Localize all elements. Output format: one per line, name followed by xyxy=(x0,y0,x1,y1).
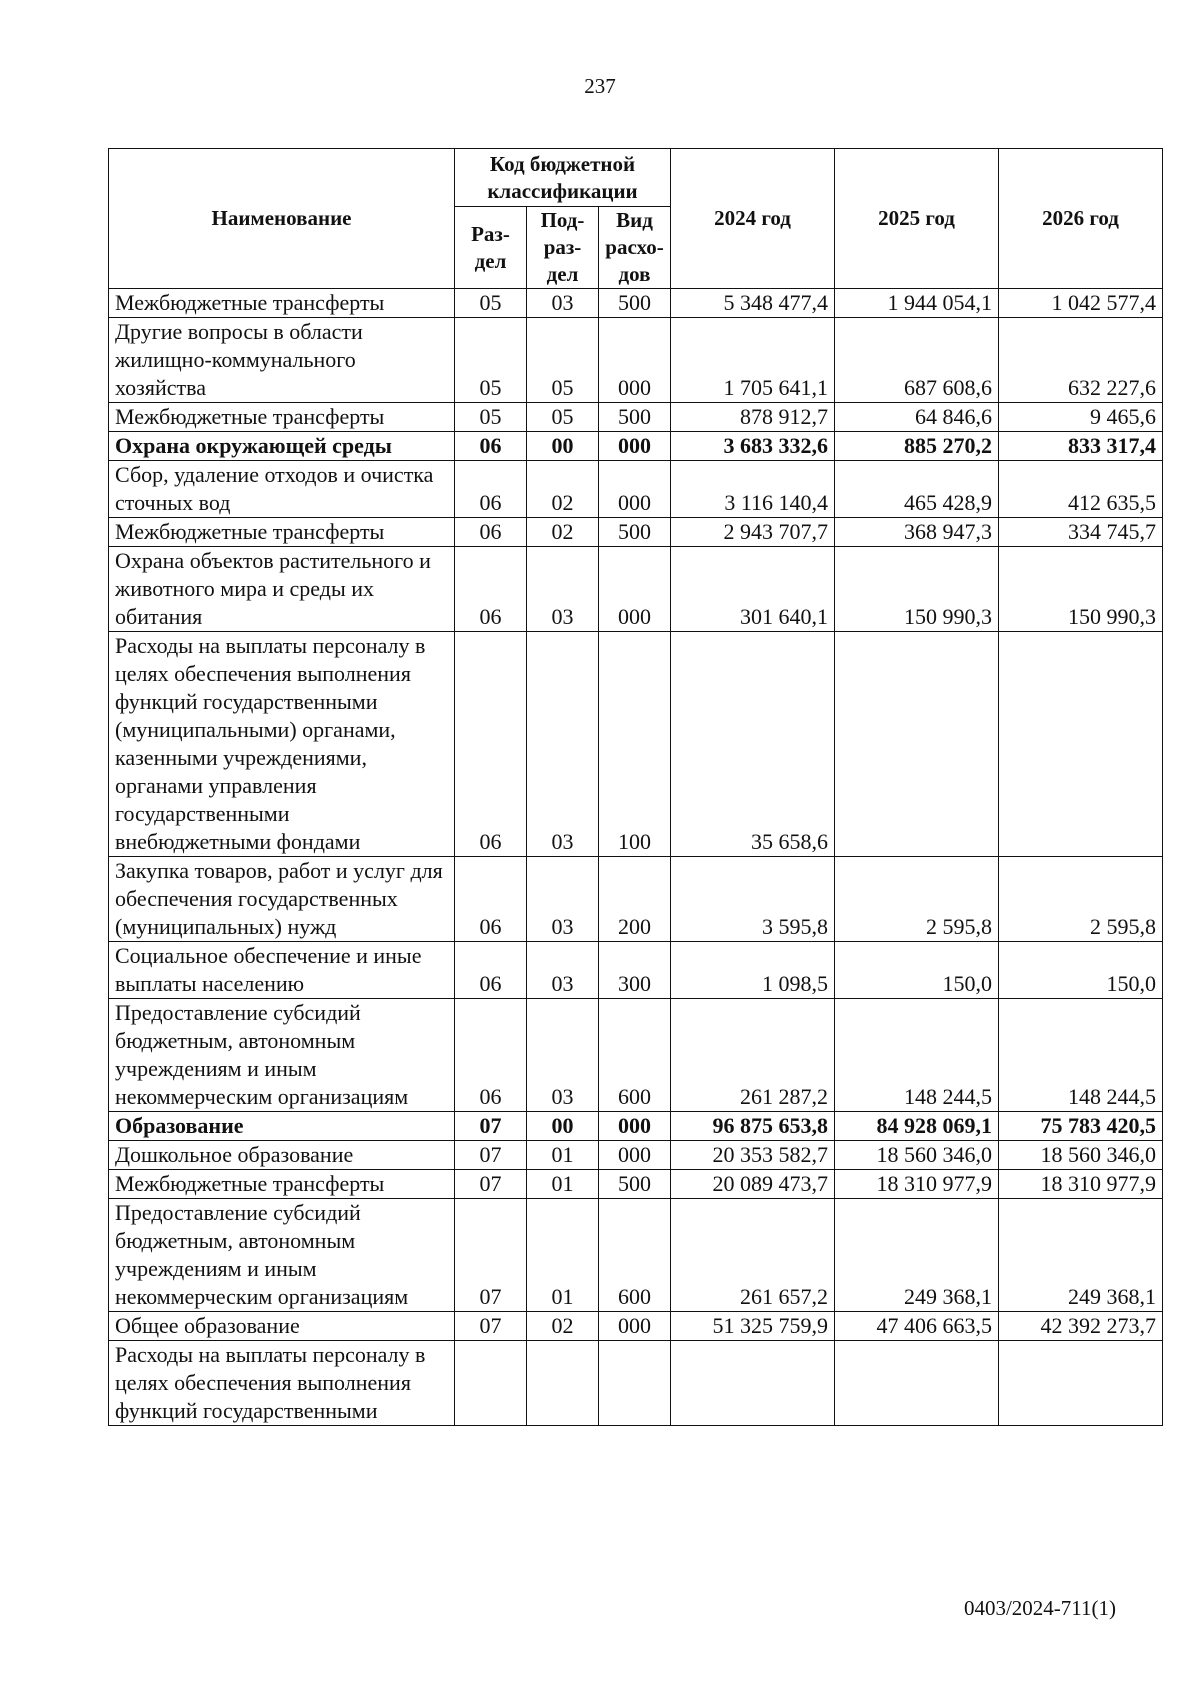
table-header xyxy=(109,149,1163,289)
row-value-2025: 18 310 977,9 xyxy=(835,1170,999,1199)
row-value-2024: 261 657,2 xyxy=(671,1199,835,1312)
row-subsection: 05 xyxy=(527,403,599,432)
table-body xyxy=(109,289,1163,1426)
row-value-2025 xyxy=(835,632,999,857)
row-expense-type: 000 xyxy=(599,318,671,403)
row-section: 07 xyxy=(455,1199,527,1312)
row-section: 06 xyxy=(455,461,527,518)
table-row xyxy=(109,1199,1163,1312)
row-subsection: 03 xyxy=(527,942,599,999)
row-value-2024: 1 705 641,1 xyxy=(671,318,835,403)
table-row xyxy=(109,432,1163,461)
row-value-2026: 833 317,4 xyxy=(999,432,1163,461)
row-value-2025: 885 270,2 xyxy=(835,432,999,461)
row-value-2026: 412 635,5 xyxy=(999,461,1163,518)
row-subsection: 05 xyxy=(527,318,599,403)
row-value-2026: 249 368,1 xyxy=(999,1199,1163,1312)
row-value-2025: 47 406 663,5 xyxy=(835,1312,999,1341)
header-2024: 2024 год xyxy=(671,149,835,289)
row-subsection: 03 xyxy=(527,632,599,857)
row-section: 05 xyxy=(455,403,527,432)
row-value-2024: 878 912,7 xyxy=(671,403,835,432)
row-value-2025: 1 944 054,1 xyxy=(835,289,999,318)
row-name: Предоставление субсидий бюджетным, автономным учреждениям и иным некоммерческим организациям xyxy=(109,999,455,1112)
row-value-2025: 148 244,5 xyxy=(835,999,999,1112)
header-expense-type: Вид расхо-дов xyxy=(599,207,671,289)
row-value-2026: 42 392 273,7 xyxy=(999,1312,1163,1341)
row-value-2024: 96 875 653,8 xyxy=(671,1112,835,1141)
row-value-2026: 9 465,6 xyxy=(999,403,1163,432)
row-name: Другие вопросы в области жилищно-коммунального хозяйства xyxy=(109,318,455,403)
row-value-2026: 148 244,5 xyxy=(999,999,1163,1112)
row-name: Межбюджетные трансферты xyxy=(109,403,455,432)
row-subsection: 00 xyxy=(527,1112,599,1141)
row-section: 06 xyxy=(455,432,527,461)
row-section: 07 xyxy=(455,1112,527,1141)
row-value-2026: 1 042 577,4 xyxy=(999,289,1163,318)
row-subsection: 02 xyxy=(527,461,599,518)
table-row xyxy=(109,1112,1163,1141)
row-value-2026: 150,0 xyxy=(999,942,1163,999)
row-expense-type: 000 xyxy=(599,1141,671,1170)
row-subsection: 01 xyxy=(527,1141,599,1170)
row-name: Охрана окружающей среды xyxy=(109,432,455,461)
row-name: Межбюджетные трансферты xyxy=(109,1170,455,1199)
row-value-2024 xyxy=(671,1341,835,1426)
row-subsection: 02 xyxy=(527,518,599,547)
table-row xyxy=(109,1170,1163,1199)
row-name: Межбюджетные трансферты xyxy=(109,518,455,547)
row-value-2026 xyxy=(999,1341,1163,1426)
table-row xyxy=(109,857,1163,942)
row-section: 07 xyxy=(455,1170,527,1199)
table-row xyxy=(109,1341,1163,1426)
row-expense-type: 000 xyxy=(599,547,671,632)
row-value-2024: 301 640,1 xyxy=(671,547,835,632)
row-expense-type: 500 xyxy=(599,518,671,547)
row-value-2025: 249 368,1 xyxy=(835,1199,999,1312)
row-value-2025: 150 990,3 xyxy=(835,547,999,632)
row-expense-type: 100 xyxy=(599,632,671,857)
header-2026: 2026 год xyxy=(999,149,1163,289)
row-value-2025: 84 928 069,1 xyxy=(835,1112,999,1141)
row-subsection: 01 xyxy=(527,1170,599,1199)
row-value-2024: 20 089 473,7 xyxy=(671,1170,835,1199)
row-expense-type: 200 xyxy=(599,857,671,942)
row-section: 06 xyxy=(455,999,527,1112)
row-value-2025: 64 846,6 xyxy=(835,403,999,432)
row-section: 05 xyxy=(455,289,527,318)
row-name: Сбор, удаление отходов и очистка сточных вод xyxy=(109,461,455,518)
table-row xyxy=(109,942,1163,999)
row-value-2025: 687 608,6 xyxy=(835,318,999,403)
row-value-2024: 35 658,6 xyxy=(671,632,835,857)
row-name: Общее образование xyxy=(109,1312,455,1341)
row-expense-type: 500 xyxy=(599,289,671,318)
row-section: 05 xyxy=(455,318,527,403)
row-value-2024: 3 595,8 xyxy=(671,857,835,942)
row-value-2025: 150,0 xyxy=(835,942,999,999)
document-code: 0403/2024-711(1) xyxy=(963,1596,1116,1620)
row-section: 06 xyxy=(455,942,527,999)
row-value-2024: 3 683 332,6 xyxy=(671,432,835,461)
row-section xyxy=(455,1341,527,1426)
table-row xyxy=(109,1312,1163,1341)
row-expense-type xyxy=(599,1341,671,1426)
row-name: Дошкольное образование xyxy=(109,1141,455,1170)
row-value-2024: 3 116 140,4 xyxy=(671,461,835,518)
row-value-2026: 150 990,3 xyxy=(999,547,1163,632)
table-row xyxy=(109,318,1163,403)
row-value-2026: 18 310 977,9 xyxy=(999,1170,1163,1199)
row-expense-type: 500 xyxy=(599,1170,671,1199)
table-row xyxy=(109,547,1163,632)
table-row xyxy=(109,999,1163,1112)
row-section: 07 xyxy=(455,1141,527,1170)
table-row xyxy=(109,518,1163,547)
row-value-2024: 1 098,5 xyxy=(671,942,835,999)
row-name: Предоставление субсидий бюджетным, автономным учреждениям и иным некоммерческим организациям xyxy=(109,1199,455,1312)
row-expense-type: 600 xyxy=(599,1199,671,1312)
row-section: 06 xyxy=(455,518,527,547)
budget-table xyxy=(108,148,1163,1426)
row-subsection: 02 xyxy=(527,1312,599,1341)
row-name: Расходы на выплаты персоналу в целях обеспечения выполнения функций государственными xyxy=(109,1341,455,1426)
row-value-2026: 334 745,7 xyxy=(999,518,1163,547)
row-value-2024: 20 353 582,7 xyxy=(671,1141,835,1170)
row-value-2026: 75 783 420,5 xyxy=(999,1112,1163,1141)
row-value-2026: 18 560 346,0 xyxy=(999,1141,1163,1170)
row-value-2024: 51 325 759,9 xyxy=(671,1312,835,1341)
row-expense-type: 000 xyxy=(599,461,671,518)
row-section: 06 xyxy=(455,632,527,857)
row-expense-type: 600 xyxy=(599,999,671,1112)
row-expense-type: 000 xyxy=(599,1312,671,1341)
header-subsection: Под-раз-дел xyxy=(527,207,599,289)
row-value-2024: 5 348 477,4 xyxy=(671,289,835,318)
table-row xyxy=(109,632,1163,857)
table-row xyxy=(109,461,1163,518)
table-row xyxy=(109,289,1163,318)
row-value-2026: 2 595,8 xyxy=(999,857,1163,942)
row-name: Межбюджетные трансферты xyxy=(109,289,455,318)
row-value-2025 xyxy=(835,1341,999,1426)
row-name: Охрана объектов растительного и животного мира и среды их обитания xyxy=(109,547,455,632)
page-number: 237 xyxy=(584,74,616,98)
row-expense-type: 500 xyxy=(599,403,671,432)
row-name: Образование xyxy=(109,1112,455,1141)
row-expense-type: 000 xyxy=(599,1112,671,1141)
header-2025: 2025 год xyxy=(835,149,999,289)
row-subsection: 03 xyxy=(527,547,599,632)
row-section: 06 xyxy=(455,857,527,942)
row-value-2024: 2 943 707,7 xyxy=(671,518,835,547)
row-subsection: 01 xyxy=(527,1199,599,1312)
row-subsection: 03 xyxy=(527,999,599,1112)
header-code-group: Код бюджетной классификации xyxy=(455,149,671,207)
row-name: Закупка товаров, работ и услуг для обеспечения государственных (муниципальных) нужд xyxy=(109,857,455,942)
row-value-2024: 261 287,2 xyxy=(671,999,835,1112)
row-name: Социальное обеспечение и иные выплаты населению xyxy=(109,942,455,999)
row-expense-type: 300 xyxy=(599,942,671,999)
row-subsection xyxy=(527,1341,599,1426)
row-subsection: 03 xyxy=(527,857,599,942)
row-value-2025: 368 947,3 xyxy=(835,518,999,547)
row-subsection: 00 xyxy=(527,432,599,461)
table-row xyxy=(109,1141,1163,1170)
row-value-2025: 18 560 346,0 xyxy=(835,1141,999,1170)
row-subsection: 03 xyxy=(527,289,599,318)
row-value-2025: 2 595,8 xyxy=(835,857,999,942)
table-row xyxy=(109,403,1163,432)
row-expense-type: 000 xyxy=(599,432,671,461)
row-section: 06 xyxy=(455,547,527,632)
header-section: Раз-дел xyxy=(455,207,527,289)
row-value-2025: 465 428,9 xyxy=(835,461,999,518)
row-value-2026 xyxy=(999,632,1163,857)
header-name: Наименование xyxy=(109,149,455,289)
row-name: Расходы на выплаты персоналу в целях обеспечения выполнения функций государственными (муниципальными) органами, казенными учреждениями, органами управления государственными внебюджетными фондами xyxy=(109,632,455,857)
row-value-2026: 632 227,6 xyxy=(999,318,1163,403)
row-section: 07 xyxy=(455,1312,527,1341)
